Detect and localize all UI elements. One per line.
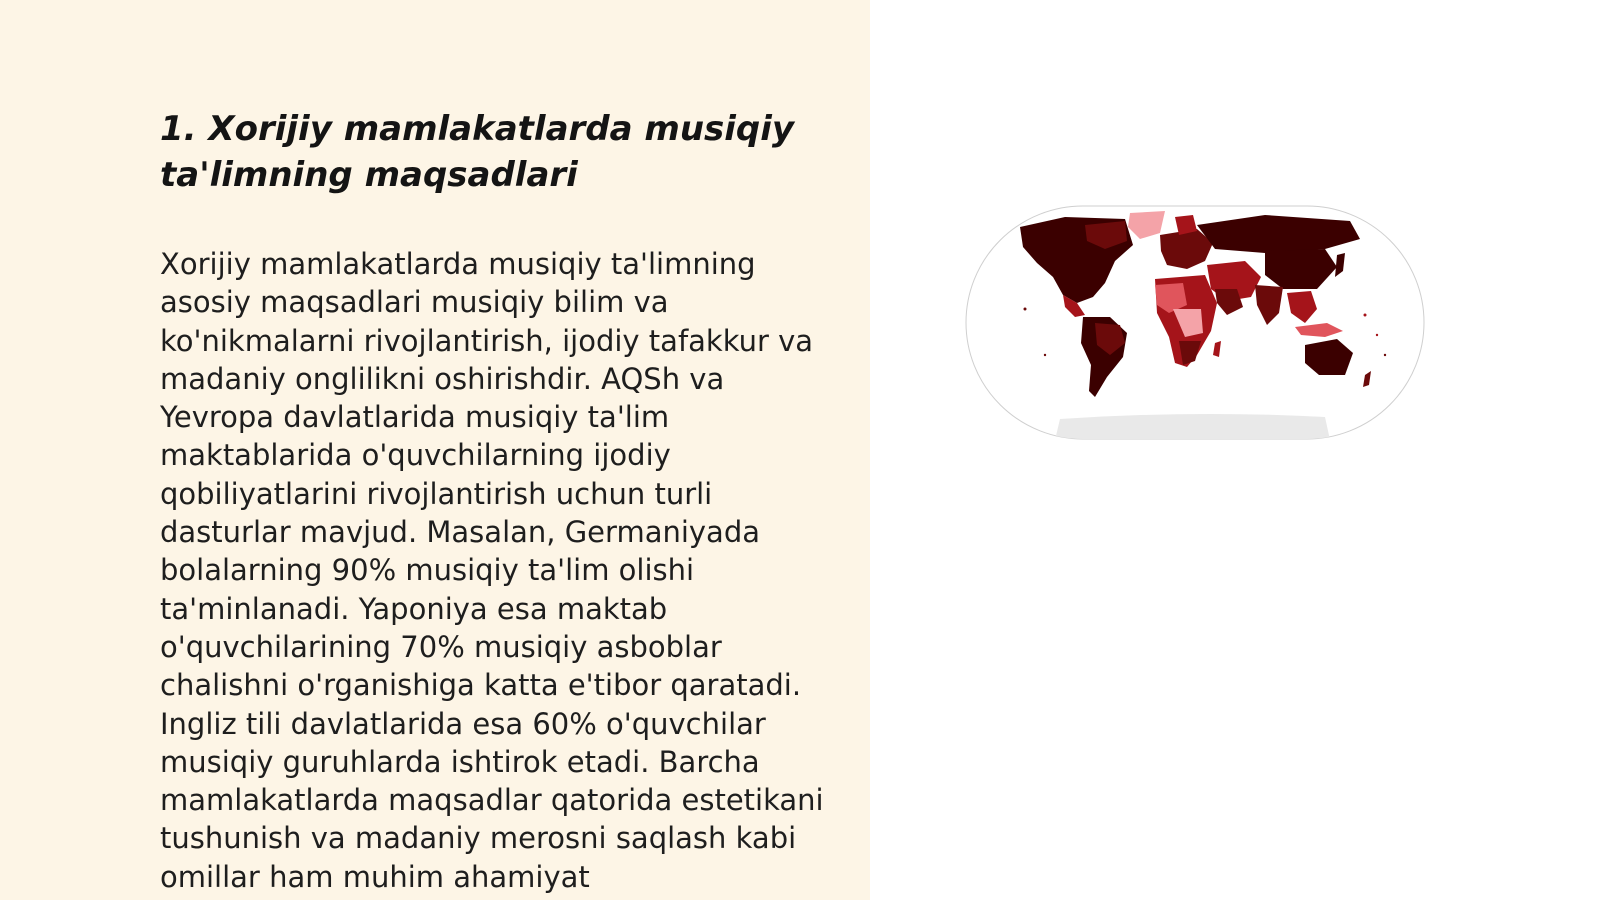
slide-title: 1. Xorijiy mamlakatlarda musiqiy ta'limning maqsadlari [160, 109, 795, 195]
island-dot [1364, 314, 1367, 317]
island-dot [1024, 308, 1027, 311]
island-dot [1044, 354, 1046, 356]
island-dot [1376, 334, 1378, 336]
antarctica-shape [1055, 414, 1330, 440]
world-map-image [965, 205, 1425, 440]
island-dot [1384, 354, 1386, 356]
slide-body-text: Xorijiy mamlakatlarda musiqiy ta'limning asosiy maqsadlari musiqiy bilim va ko'nikmalarni rivojlantirish, ijodiy tafakkur va madaniy onglilikni oshirishdir. AQSh va Yevropa davlatlarida musiqiy ta'lim maktablarida o'quvchilarning ijodiy qobiliyatlarini rivojlantirish uchun turli dasturlar mavjud. Masalan, Germaniyada bolalarning 90% musiqiy ta'lim olishi ta'minlanadi. Yaponiya esa maktab o'quvchilarining 70% musiqiy asboblar chalishni o'rganishiga katta e'tibor qaratadi. Ingliz tili davlatlarida esa 60% o'quvchilar musiqiy guruhlarda ishtirok etadi. Barcha mamlakatlarda maqsadlar qatorida estetikani tushunish va madaniy merosni saqlash kabi omillar ham muhim ahamiyat [160, 247, 824, 894]
